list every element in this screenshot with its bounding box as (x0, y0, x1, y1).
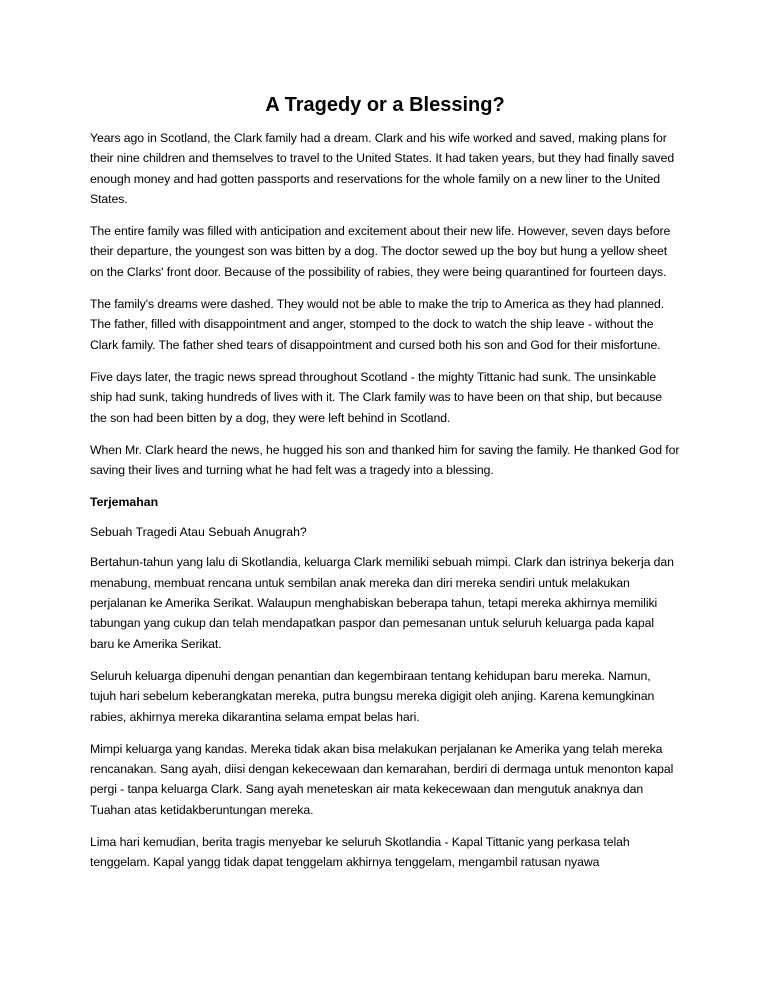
document-title: A Tragedy or a Blessing? (265, 94, 505, 116)
document-page (90, 92, 680, 885)
english-paragraph-3: The family's dreams were dashed. They would not be able to make the trip to America as they had planned. The father, filled with disappointment and anger, stomped to the dock to watch the ship leave - without the Clark family. The father shed tears of disappointment and cursed both his son and God for their misfortune. (90, 297, 665, 352)
indonesian-paragraph-3: Mimpi keluarga yang kandas. Mereka tidak akan bisa melakukan perjalanan ke Amerika yang telah mereka rencanakan. Sang ayah, diisi dengan kekecewaan dan kemarahan, berdiri di dermaga untuk menonton kapal pergi - tanpa keluarga Clark. Sang ayah meneteskan air mata kekecewaan dan mengutuk anaknya dan Tuahan atas ketidakberuntungan mereka. (90, 741, 674, 817)
english-paragraph-5: When Mr. Clark heard the news, he hugged his son and thanked him for saving the family. He thanked God for saving their lives and turning what he had felt was a tragedy into a blessing. (90, 442, 680, 478)
english-paragraph-1: Years ago in Scotland, the Clark family had a dream. Clark and his wife worked and saved, making plans for their nine children and themselves to travel to the United States. It had taken years, but they had finally saved enough money and had gotten passports and reservations for the whole family on a new liner to the United States. (90, 131, 675, 206)
english-paragraph-4: Five days later, the tragic news spread throughout Scotland - the mighty Tittanic had sunk. The unsinkable ship had sunk, taking hundreds of lives with it. The Clark family was to have been on that ship, but because the son had been bitten by a dog, they were left behind in Scotland. (90, 369, 663, 425)
indonesian-paragraph-1: Bertahun-tahun yang lalu di Skotlandia, keluarga Clark memiliki sebuah mimpi. Clark dan istrinya bekerja dan menabung, membuat rencana untuk sembilan anak mereka dan diri mereka sendiri untuk melakukan perjalanan ke Amerika Serikat. Walaupun menghabiskan beberapa tahun, tetapi mereka akhirnya memiliki tabungan yang cukup dan telah mendapatkan paspor dan pemesanan untuk seluruh keluarga pada kapal baru ke Amerika Serikat. (90, 555, 674, 651)
english-paragraph-2: The entire family was filled with anticipation and excitement about their new life. However, seven days before their departure, the youngest son was bitten by a dog. The doctor sewed up the boy but hung a yellow sheet on the Clarks' front door. Because of the possibility of rabies, they were being quarantined for fourteen days. (90, 224, 671, 279)
indonesian-paragraph-4: Lima hari kemudian, berita tragis menyebar ke seluruh Skotlandia - Kapal Tittanic yang perkasa telah tenggelam. Kapal yangg tidak dapat tenggelam akhirnya tenggelam, mengambil ratusan nyawa (90, 835, 630, 870)
translation-title: Sebuah Tragedi Atau Sebuah Anugrah? (90, 525, 307, 540)
indonesian-paragraph-2: Seluruh keluarga dipenuhi dengan penantian dan kegembiraan tentang kehidupan baru mereka. Namun, tujuh hari sebelum keberangkatan mereka, putra bungsu mereka digigit oleh anjing. Karena kemungkinan rabies, akhirnya mereka dikarantina selama empat belas hari. (90, 668, 655, 724)
translation-heading: Terjemahan (90, 495, 159, 510)
